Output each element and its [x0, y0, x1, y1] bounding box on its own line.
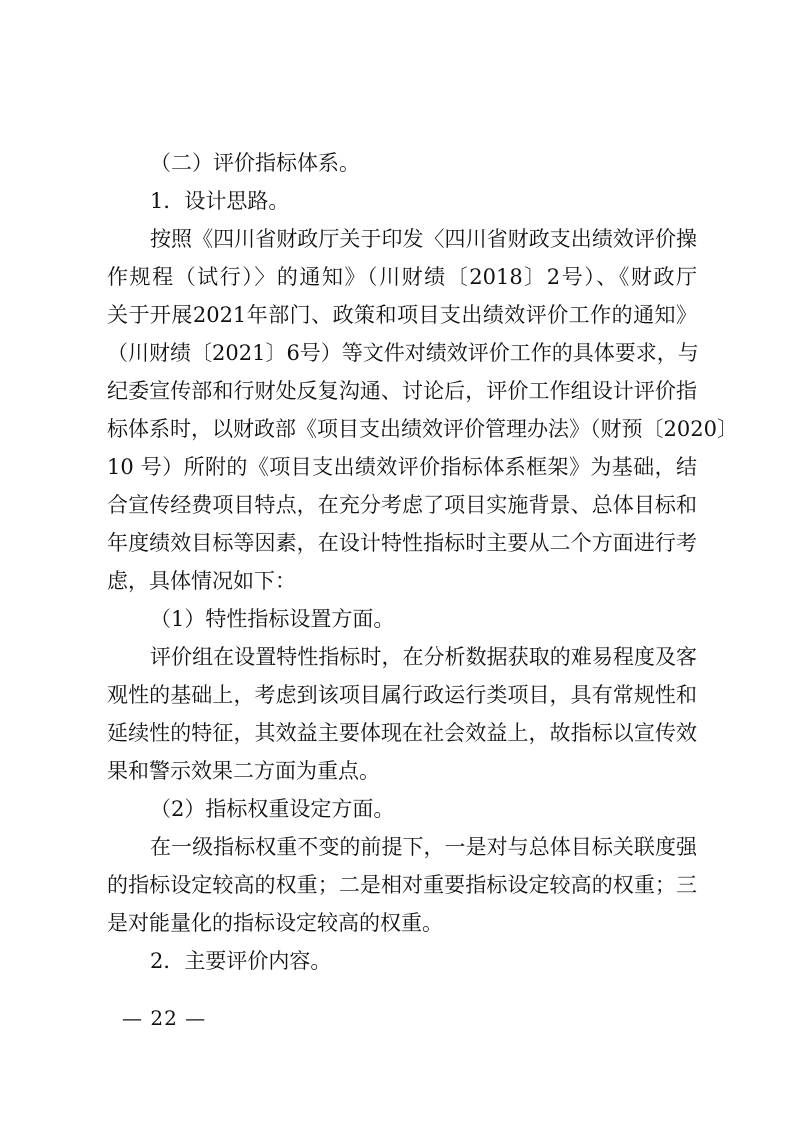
subsection-heading: 2．主要评价内容。 [150, 949, 332, 973]
body-line: 延续性的特征，其效益主要体现在社会效益上，故指标以宣传效 [107, 721, 697, 745]
body-line: 纪委宣传部和行财处反复沟通、讨论后，评价工作组设计评价指 [107, 379, 697, 403]
body-line: 虑，具体情况如下： [107, 569, 296, 593]
body-line: 合宣传经费项目特点，在充分考虑了项目实施背景、总体目标和 [107, 493, 697, 517]
subsection-heading: （2）指标权重设定方面。 [150, 797, 395, 821]
section-heading: （二）评价指标体系。 [150, 151, 360, 175]
body-line: 观性的基础上，考虑到该项目属行政运行类项目，具有常规性和 [107, 683, 697, 707]
body-line: 在一级指标权重不变的前提下，一是对与总体目标关联度强 [150, 835, 697, 859]
page-number: — 22 — [122, 1006, 207, 1030]
body-line: 关于开展2021年部门、政策和项目支出绩效评价工作的通知》 [107, 303, 697, 327]
subsection-heading: 1．设计思路。 [150, 189, 290, 213]
body-line: 年度绩效目标等因素，在设计特性指标时主要从二个方面进行考 [107, 531, 697, 555]
body-line: 按照《四川省财政厅关于印发〈四川省财政支出绩效评价操 [150, 227, 697, 251]
subsection-heading: （1）特性指标设置方面。 [150, 607, 395, 631]
body-line: 果和警示效果二方面为重点。 [107, 759, 380, 783]
body-line: （川财绩〔2021〕6号）等文件对绩效评价工作的具体要求，与 [107, 341, 699, 365]
body-line: 评价组在设置特性指标时，在分析数据获取的难易程度及客 [150, 645, 697, 669]
body-line: 的指标设定较高的权重；二是相对重要指标设定较高的权重；三 [107, 873, 697, 897]
body-line: 10 号）所附的《项目支出绩效评价指标体系框架》为基础，结 [107, 455, 697, 479]
body-line: 标体系时，以财政部《项目支出绩效评价管理办法》（财预〔2020〕 [107, 417, 738, 441]
body-line: 是对能量化的指标设定较高的权重。 [107, 911, 443, 935]
body-line: 作规程（试行）〉的通知》（川财绩〔2018〕2号）、《财政厅 [107, 265, 697, 289]
